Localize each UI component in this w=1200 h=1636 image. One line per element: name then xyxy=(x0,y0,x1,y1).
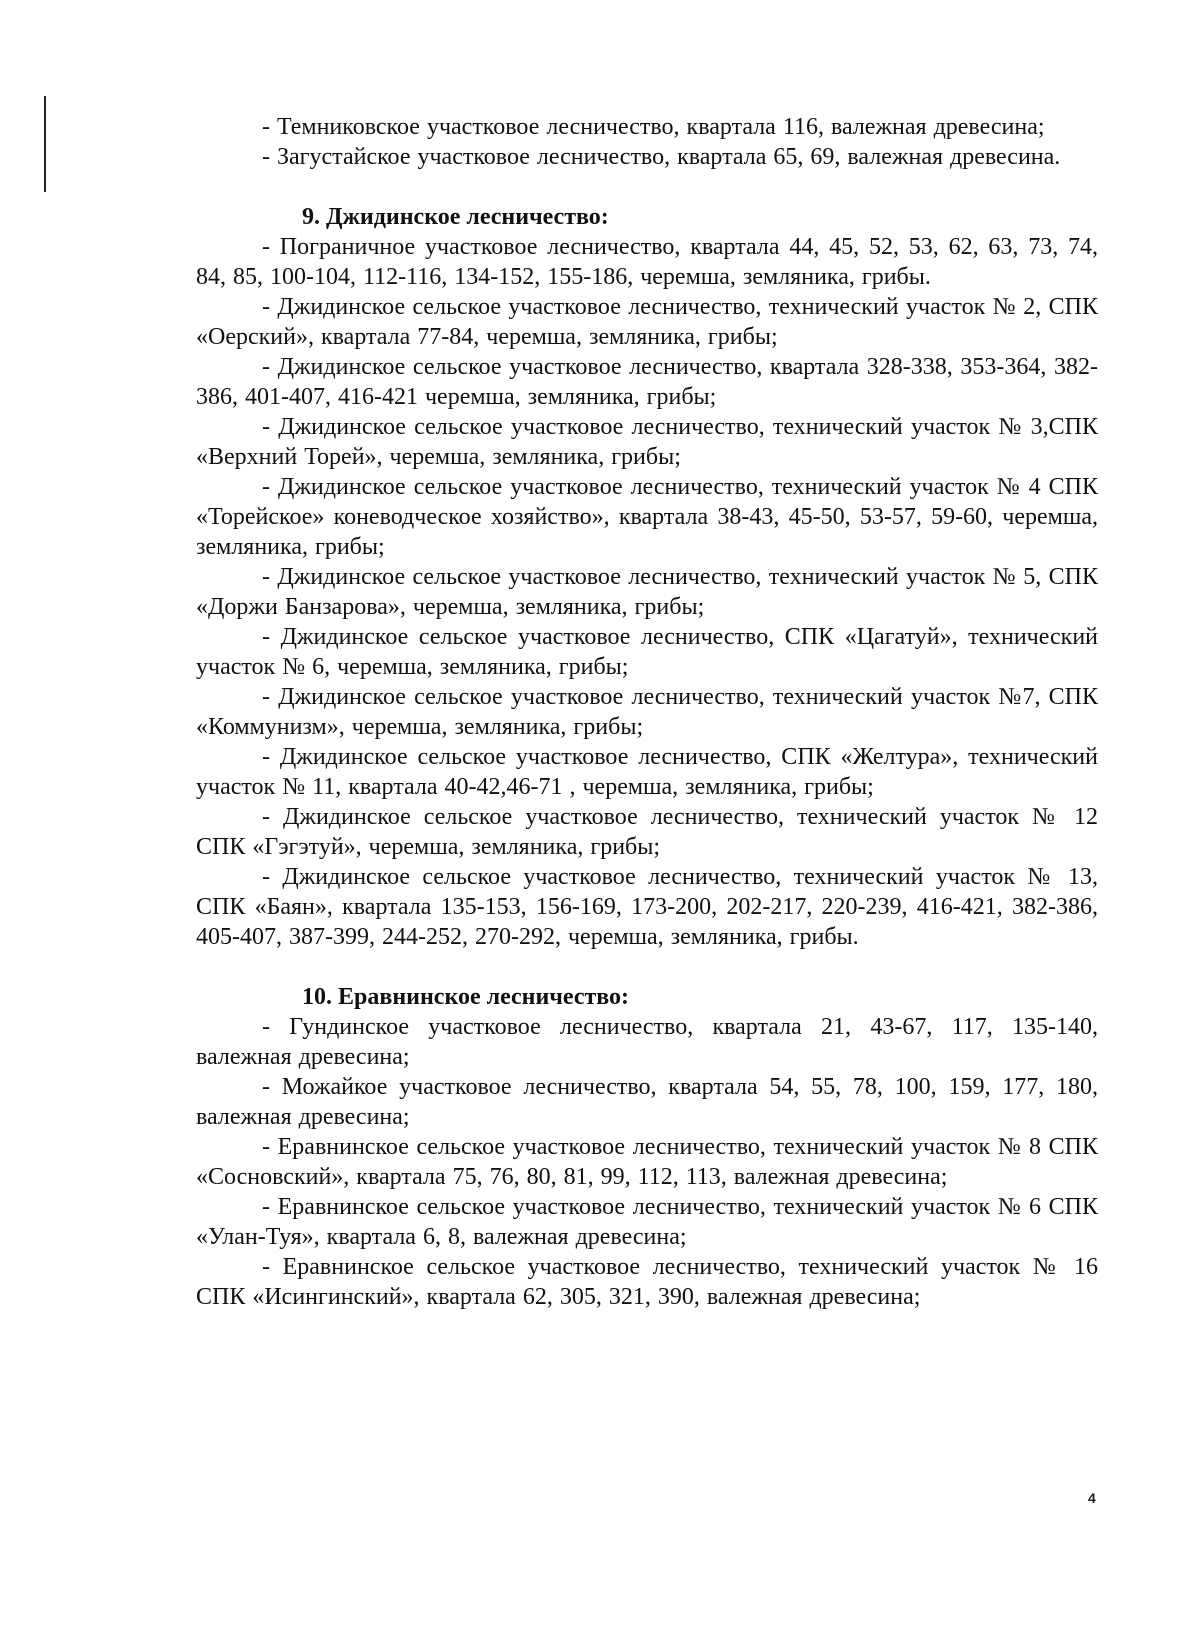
section-heading: 10. Еравнинское лесничество: xyxy=(302,984,630,1010)
section-heading: 9. Джидинское лесничество: xyxy=(302,204,609,230)
margin-mark xyxy=(44,96,46,192)
list-item: - Джидинское сельское участковое лесничество, СПК «Желтура», технический участок № 11, квартала 40-42,46-71 , черемша, земляника, грибы; xyxy=(196,744,1098,800)
list-item: - Джидинское сельское участковое лесничество, технический участок № 2, СПК «Оерский», квартала 77-84, черемша, земляника, грибы; xyxy=(196,294,1098,350)
list-item: - Джидинское сельское участковое лесничество, квартала 328-338, 353-364, 382-386, 401-407, 416-421 черемша, земляника, грибы; xyxy=(196,354,1098,410)
list-item: - Еравнинское сельское участковое лесничество, технический участок № 16 СПК «Исингинский», квартала 62, 305, 321, 390, валежная древесина; xyxy=(196,1254,1098,1310)
intro-item: - Темниковское участковое лесничество, квартала 116, валежная древесина; xyxy=(262,114,1045,140)
list-item: - Джидинское сельское участковое лесничество, СПК «Цагатуй», технический участок № 6, черемша, земляника, грибы; xyxy=(196,624,1098,680)
list-item: - Джидинское сельское участковое лесничество, технический участок №7, СПК «Коммунизм», черемша, земляника, грибы; xyxy=(196,684,1098,740)
list-item: - Джидинское сельское участковое лесничество, технический участок № 12 СПК «Гэгэтуй», черемша, земляника, грибы; xyxy=(196,804,1098,860)
list-item: - Еравнинское сельское участковое лесничество, технический участок № 6 СПК «Улан-Туя», квартала 6, 8, валежная древесина; xyxy=(196,1194,1098,1250)
list-item: - Джидинское сельское участковое лесничество, технический участок № 5, СПК «Доржи Банзарова», черемша, земляника, грибы; xyxy=(196,564,1098,620)
document-body xyxy=(196,112,1098,1312)
list-item: - Можайкое участковое лесничество, квартала 54, 55, 78, 100, 159, 177, 180, валежная древесина; xyxy=(196,1074,1098,1130)
list-item: - Пограничное участковое лесничество, квартала 44, 45, 52, 53, 62, 63, 73, 74, 84, 85, 100-104, 112-116, 134-152, 155-186, черемша, земляника, грибы. xyxy=(196,234,1098,290)
list-item: - Джидинское сельское участковое лесничество, технический участок № 3,СПК «Верхний Торей», черемша, земляника, грибы; xyxy=(196,414,1098,470)
list-item: - Джидинское сельское участковое лесничество, технический участок № 13, СПК «Баян», квартала 135-153, 156-169, 173-200, 202-217, 220-239, 416-421, 382-386, 405-407, 387-399, 244-252, 270-292, черемша, земляника, грибы. xyxy=(196,864,1098,950)
intro-item: - Загустайское участковое лесничество, квартала 65, 69, валежная древесина. xyxy=(262,144,1061,170)
list-item: - Еравнинское сельское участковое лесничество, технический участок № 8 СПК «Сосновский», квартала 75, 76, 80, 81, 99, 112, 113, валежная древесина; xyxy=(196,1134,1098,1190)
page-number: 4 xyxy=(1088,1490,1096,1506)
list-item: - Гундинское участковое лесничество, квартала 21, 43-67, 117, 135-140, валежная древесина; xyxy=(196,1014,1098,1070)
list-item: - Джидинское сельское участковое лесничество, технический участок № 4 СПК «Торейское» коневодческое хозяйство», квартала 38-43, 45-50, 53-57, 59-60, черемша, земляника, грибы; xyxy=(196,474,1098,560)
